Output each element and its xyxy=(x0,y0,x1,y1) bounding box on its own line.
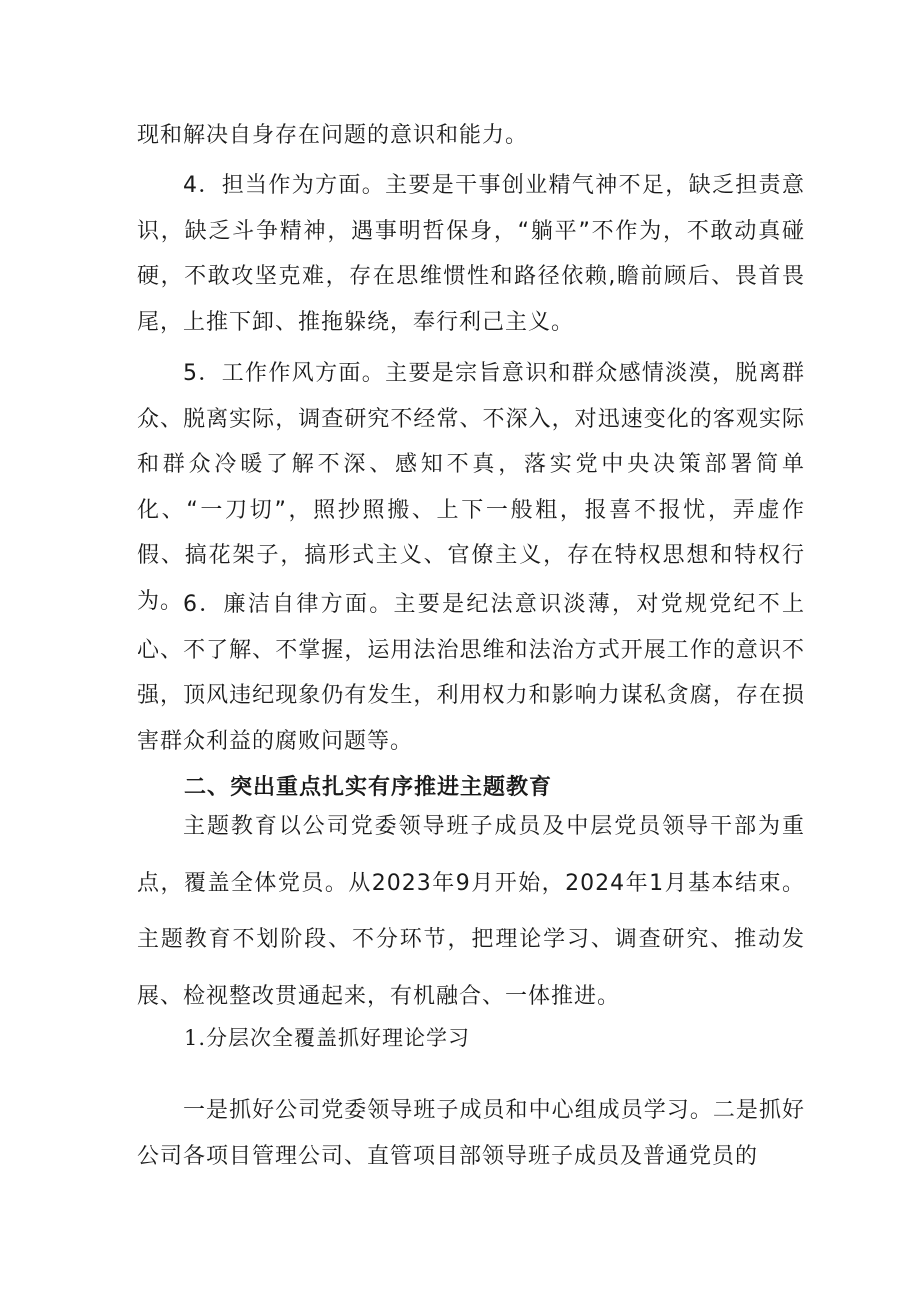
section-heading-2: 二、突出重点扎实有序推进主题教育 xyxy=(184,775,553,800)
paragraph-item-5: 5．工作作风方面。主要是宗旨意识和群众感情淡漠，脱离群众、脱离实际，调查研究不经常、不深入，对迅速变化的客观实际和群众冷暖了解不深、感知不真，落实党中央决策部署简单化、“一刀切”，照抄照搬、上下一般粗，报喜不报忧，弄虚作假、搞花架子，搞形式主义、官僚主义，存在特权思想和特权行为。 xyxy=(137,361,806,614)
paragraph-item-6: 6．廉洁自律方面。主要是纪法意识淡薄，对党规党纪不上心、不了解、不掌握，运用法治思维和法治方式开展工作的意识不强，顶风违纪现象仍有发生，利用权力和影响力谋私贪腐，存在损害群众利益的腐败问题等。 xyxy=(137,592,805,754)
paragraph-intro: 主题教育以公司党委领导班子成员及中层党员领导干部为重点，覆盖全体党员。从2023年9月开始，2024年1月基本结束。主题教育不划阶段、不分环节，把理论学习、调查研究、推动发展、检视整改贯通起来，有机融合、一体推进。 xyxy=(137,814,805,1009)
subheading-1: 1.分层次全覆盖抓好理论学习 xyxy=(184,1026,471,1050)
paragraph-continuation: 现和解决自身存在问题的意识和能力。 xyxy=(137,123,529,148)
paragraph-study: 一是抓好公司党委领导班子成员和中心组成员学习。二是抓好公司各项目管理公司、直管项目部领导班子成员及普通党员的 xyxy=(137,1098,805,1169)
paragraph-item-4: 4．担当作为方面。主要是干事创业精气神不足，缺乏担责意识，缺乏斗争精神，遇事明哲保身，“躺平”不作为，不敢动真碰硬，不敢攻坚克难，存在思维惯性和路径依赖,瞻前顾后、畏首畏尾，上推下卸、推拖躲绕，奉行利己主义。 xyxy=(137,173,805,335)
